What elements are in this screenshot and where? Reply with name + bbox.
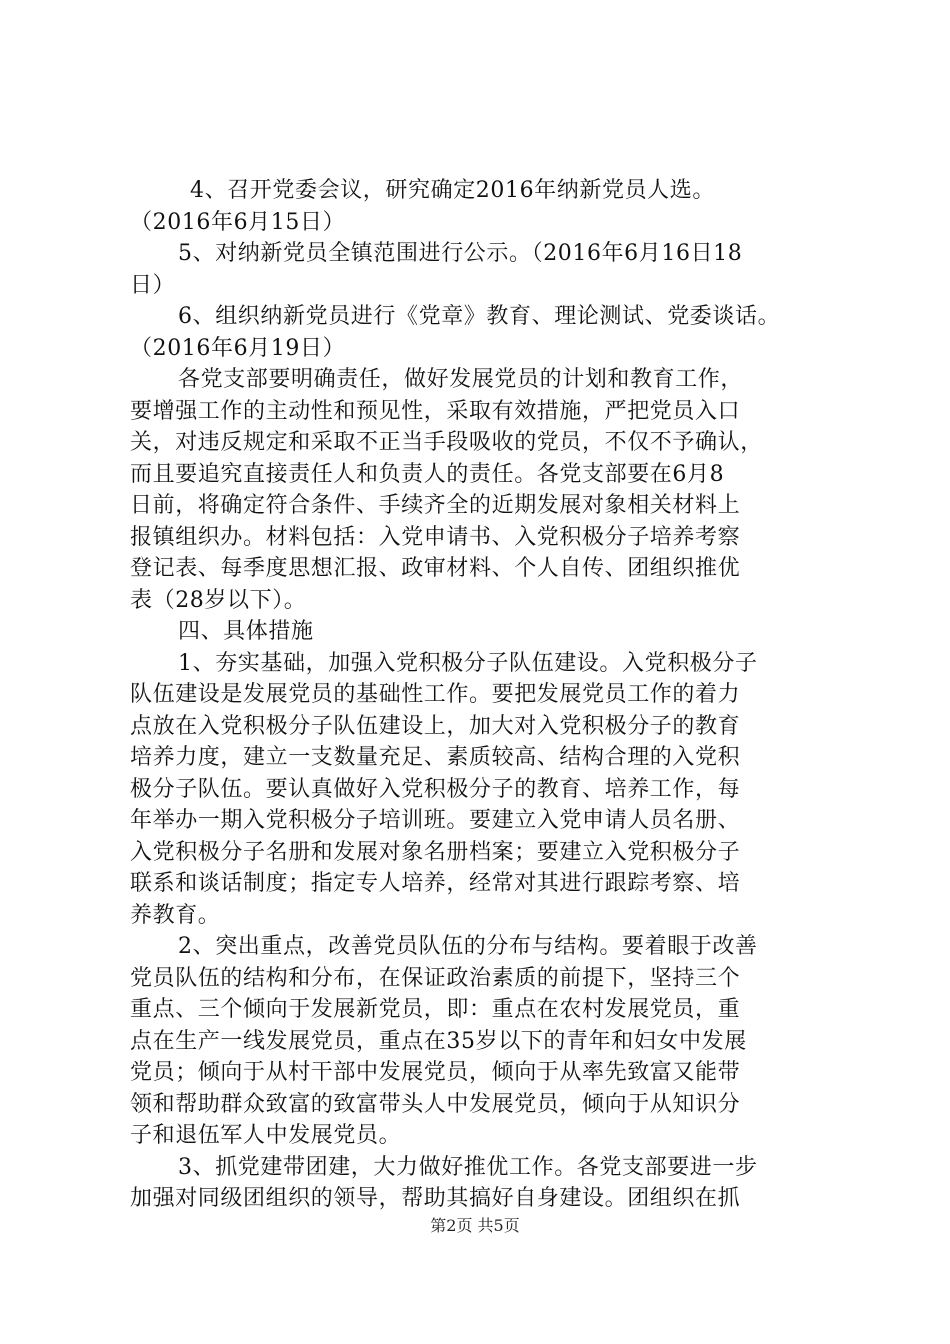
paragraph-line: 党员队伍的结构和分布，在保证政治素质的前提下，坚持三个 bbox=[130, 965, 741, 991]
paragraph-line: 登记表、每季度思想汇报、政审材料、个人自传、团组织推优 bbox=[130, 556, 741, 581]
paragraph-line: 队伍建设是发展党员的基础性工作。要把发展党员工作的着力 bbox=[130, 682, 741, 707]
paragraph-line: 2、突出重点，改善党员队伍的分布与结构。要着眼于改善 bbox=[178, 934, 758, 959]
paragraph-line: 加强对同级团组织的领导，帮助其搞好自身建设。团组织在抓 bbox=[130, 1186, 741, 1211]
paragraph-line: 而且要追究直接责任人和负责人的责任。各党支部要在6月8 bbox=[130, 461, 725, 487]
paragraph-line: 关，对违反规定和采取不正当手段吸收的党员，不仅不予确认， bbox=[130, 430, 763, 455]
paragraph-line: 表（28岁以下）。 bbox=[130, 587, 307, 613]
paragraph-line: 联系和谈话制度；指定专人培养，经常对其进行跟踪考察、培 bbox=[130, 871, 741, 896]
paragraph-line: 子和退伍军人中发展党员。 bbox=[130, 1123, 402, 1148]
section-heading: 四、具体措施 bbox=[178, 619, 314, 644]
paragraph-line: 点在生产一线发展党员，重点在35岁以下的青年和妇女中发展 bbox=[130, 1028, 747, 1054]
paragraph-line: 年举办一期入党积极分子培训班。要建立入党申请人员名册、 bbox=[130, 808, 741, 833]
paragraph-line: （2016年6月15日） bbox=[130, 209, 346, 235]
paragraph-line: 日前，将确定符合条件、手续齐全的近期发展对象相关材料上 bbox=[130, 493, 741, 518]
paragraph-line: 领和帮助群众致富的致富带头人中发展党员，倾向于从知识分 bbox=[130, 1091, 741, 1117]
page-number-footer: 第2页 共5页 bbox=[430, 1216, 520, 1235]
paragraph-line: （2016年6月19日） bbox=[130, 335, 346, 361]
paragraph-line: 日） bbox=[130, 272, 176, 298]
paragraph-line: 5、对纳新党员全镇范围进行公示。（2016年6月16日18 bbox=[178, 241, 743, 266]
paragraph-line: 党员；倾向于从村干部中发展党员，倾向于从率先致富又能带 bbox=[130, 1060, 741, 1085]
paragraph-line: 重点、三个倾向于发展新党员，即：重点在农村发展党员，重 bbox=[130, 997, 741, 1022]
document-body bbox=[130, 175, 836, 1215]
paragraph-line: 4、召开党委会议，研究确定2016年纳新党员人选。 bbox=[190, 178, 715, 203]
paragraph-line: 1、夯实基础，加强入党积极分子队伍建设。入党积极分子 bbox=[178, 650, 758, 676]
paragraph-line: 要增强工作的主动性和预见性，采取有效措施，严把党员入口 bbox=[130, 398, 741, 424]
paragraph-line: 极分子队伍。要认真做好入党积极分子的教育、培养工作，每 bbox=[130, 776, 741, 802]
paragraph-line: 入党积极分子名册和发展对象名册档案；要建立入党积极分子 bbox=[130, 839, 741, 865]
paragraph-line: 点放在入党积极分子队伍建设上，加大对入党积极分子的教育 bbox=[130, 713, 741, 739]
paragraph-line: 培养力度，建立一支数量充足、素质较高、结构合理的入党积 bbox=[130, 745, 741, 770]
paragraph-line: 3、抓党建带团建，大力做好推优工作。各党支部要进一步 bbox=[178, 1154, 758, 1180]
paragraph-line: 6、组织纳新党员进行《党章》教育、理论测试、党委谈话。 bbox=[178, 304, 781, 329]
paragraph-line: 养教育。 bbox=[130, 902, 221, 928]
paragraph-line: 报镇组织办。材料包括：入党申请书、入党积极分子培养考察 bbox=[130, 524, 741, 550]
paragraph-line: 各党支部要明确责任，做好发展党员的计划和教育工作， bbox=[178, 367, 744, 392]
